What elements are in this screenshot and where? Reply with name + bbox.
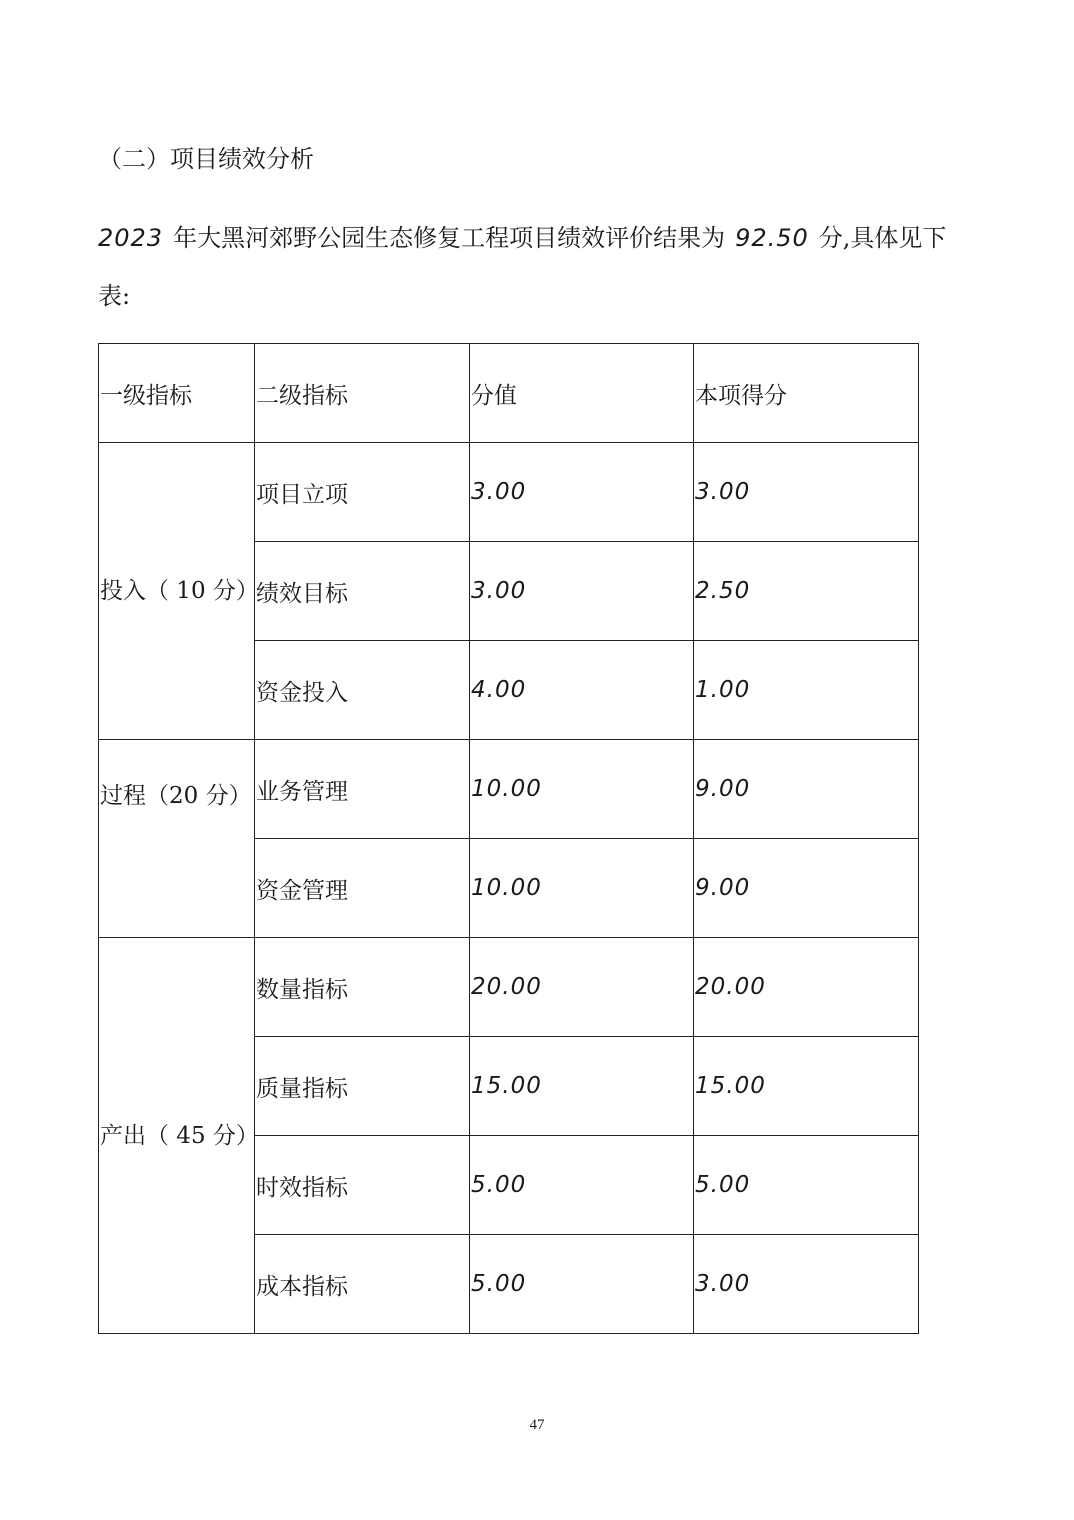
score-number: 15.00 xyxy=(695,1073,766,1099)
section-heading: （二）项目绩效分析 xyxy=(98,145,314,173)
table-header-row xyxy=(99,344,919,443)
score-cell xyxy=(694,839,919,938)
intro-line-2: 表: xyxy=(98,282,131,310)
level2-cell: 时效指标 xyxy=(255,1136,470,1235)
value-number: 20.00 xyxy=(471,974,542,1000)
level1-cell: 产出（ 45 分） xyxy=(99,938,255,1334)
score-cell xyxy=(694,1136,919,1235)
level2-cell: 数量指标 xyxy=(255,938,470,1037)
header-value: 分值 xyxy=(470,344,694,443)
value-number: 3.00 xyxy=(471,578,527,604)
intro-text-after-score: 分,具体见下 xyxy=(818,224,947,252)
value-cell xyxy=(470,542,694,641)
value-number: 10.00 xyxy=(471,875,542,901)
intro-score: 92.50 xyxy=(735,224,809,252)
performance-score-table xyxy=(98,343,919,1334)
score-number: 1.00 xyxy=(695,677,751,703)
value-number: 5.00 xyxy=(471,1271,527,1297)
value-cell xyxy=(470,740,694,839)
intro-line-1 xyxy=(98,220,946,256)
level2-cell: 资金管理 xyxy=(255,839,470,938)
value-number: 15.00 xyxy=(471,1073,542,1099)
score-cell xyxy=(694,542,919,641)
score-cell xyxy=(694,443,919,542)
level2-cell: 绩效目标 xyxy=(255,542,470,641)
value-cell xyxy=(470,443,694,542)
score-cell xyxy=(694,1235,919,1334)
score-cell xyxy=(694,740,919,839)
value-number: 10.00 xyxy=(471,776,542,802)
score-number: 2.50 xyxy=(695,578,751,604)
score-cell xyxy=(694,938,919,1037)
level1-cell: 投入（ 10 分） xyxy=(99,443,255,740)
level2-cell: 资金投入 xyxy=(255,641,470,740)
level2-cell: 成本指标 xyxy=(255,1235,470,1334)
header-level2: 二级指标 xyxy=(255,344,470,443)
value-number: 3.00 xyxy=(471,479,527,505)
value-number: 4.00 xyxy=(471,677,527,703)
page-number: 47 xyxy=(529,1417,545,1433)
value-cell xyxy=(470,938,694,1037)
level2-cell: 项目立项 xyxy=(255,443,470,542)
header-score: 本项得分 xyxy=(694,344,919,443)
score-cell xyxy=(694,641,919,740)
value-cell xyxy=(470,839,694,938)
value-cell xyxy=(470,1136,694,1235)
table-row xyxy=(99,740,919,839)
intro-text-before-score: 年大黑河郊野公园生态修复工程项目绩效评价结果为 xyxy=(173,224,726,252)
value-number: 5.00 xyxy=(471,1172,527,1198)
score-number: 9.00 xyxy=(695,776,751,802)
score-number: 20.00 xyxy=(695,974,766,1000)
score-number: 3.00 xyxy=(695,479,751,505)
value-cell xyxy=(470,1235,694,1334)
table-row xyxy=(99,443,919,542)
level2-cell: 业务管理 xyxy=(255,740,470,839)
value-cell xyxy=(470,641,694,740)
score-cell xyxy=(694,1037,919,1136)
intro-year: 2023 xyxy=(98,224,164,252)
header-level1: 一级指标 xyxy=(99,344,255,443)
score-number: 9.00 xyxy=(695,875,751,901)
level2-cell: 质量指标 xyxy=(255,1037,470,1136)
table-row xyxy=(99,938,919,1037)
value-cell xyxy=(470,1037,694,1136)
score-number: 3.00 xyxy=(695,1271,751,1297)
level1-cell: 过程（20 分） xyxy=(99,740,255,938)
score-number: 5.00 xyxy=(695,1172,751,1198)
